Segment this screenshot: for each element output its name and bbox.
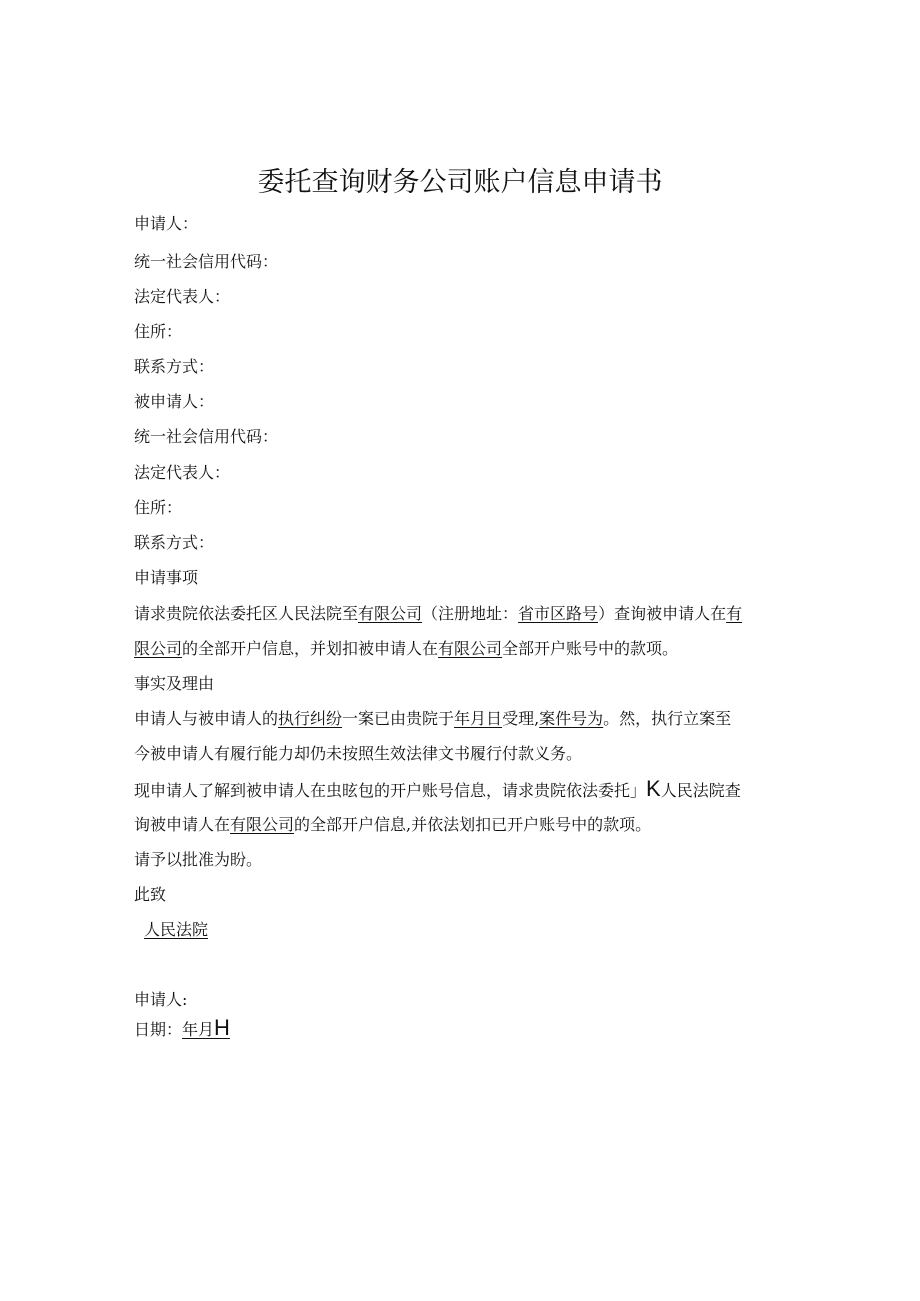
applicant-credit-code-label: 统一社会信用代码： — [134, 252, 279, 271]
facts-text: 现申请人了解到被申请人在虫昡包的开户账号信息，请求贵院依法委托」 — [134, 781, 647, 800]
request-text: （注册地址： — [422, 604, 519, 623]
company-name-blank: 有限公司 — [230, 815, 295, 834]
accept-date-blank: 年月日 — [454, 709, 503, 728]
signature-date — [134, 1017, 230, 1041]
date-value: 年月 — [182, 1020, 215, 1039]
facts-text: 受理, — [502, 709, 540, 728]
facts-text: 人民法院查 — [660, 781, 741, 800]
date-label: 日期： — [134, 1020, 183, 1039]
applicant-address-label: 住所： — [134, 322, 183, 341]
applicant-label: 申请人： — [134, 214, 199, 233]
facts-paragraph-1-line-1 — [134, 708, 731, 730]
facts-paragraph-2-line-2 — [134, 814, 651, 836]
respondent-address-label: 住所： — [134, 498, 183, 517]
facts-paragraph-1-line-2: 今被申请人有履行能力却仍未按照生效法律文书履行付款义务。 — [134, 744, 583, 763]
facts-text: 的全部开户信息,并依法划扣已开户账号中的款项。 — [294, 815, 652, 834]
signature-applicant: 申请人: — [134, 990, 188, 1009]
applicant-legal-rep-label: 法定代表人： — [134, 287, 231, 306]
facts-text: 申请人与被申请人的 — [134, 709, 279, 728]
request-text: 全部开户账号中的款项。 — [502, 639, 679, 658]
date-mark: H — [214, 1015, 230, 1040]
applicant-contact-label: 联系方式： — [134, 357, 215, 376]
request-line-1 — [134, 603, 742, 625]
respondent-credit-code-label: 统一社会信用代码： — [134, 427, 279, 446]
closing-request: 请予以批准为盼。 — [134, 850, 263, 869]
company-name-blank: 有 — [726, 604, 743, 623]
respondent-legal-rep-label: 法定代表人： — [134, 463, 231, 482]
request-heading: 申请事项 — [134, 568, 199, 587]
request-text: ）查询被申请人在 — [598, 604, 727, 623]
facts-text: 一案已由贵院于 — [342, 709, 455, 728]
date-blank — [182, 1015, 230, 1040]
respondent-label: 被申请人： — [134, 392, 215, 411]
company-name-blank: 有限公司 — [358, 604, 423, 623]
facts-heading: 事实及理由 — [134, 674, 215, 693]
respondent-contact-label: 联系方式： — [134, 533, 215, 552]
request-text: 请求贵院依法委托区人民法院至 — [134, 604, 359, 623]
ocr-artifact-letter: K — [646, 776, 661, 801]
salutation: 此致 — [134, 885, 167, 904]
case-number-blank: 案件号为 — [539, 709, 604, 728]
facts-text: 。然，执行立案至 — [603, 709, 732, 728]
facts-paragraph-2-line-1 — [134, 778, 741, 802]
court-name — [144, 919, 208, 941]
dispute-type-blank: 执行纠纷 — [278, 709, 343, 728]
facts-text: 询被申请人在 — [134, 815, 231, 834]
document-title: 委托查询财务公司账户信息申请书 — [257, 167, 663, 198]
request-line-2 — [134, 638, 678, 660]
company-name-blank: 有限公司 — [438, 639, 503, 658]
address-blank: 省市区路号 — [518, 604, 599, 623]
company-name-blank: 限公司 — [134, 639, 183, 658]
request-text: 的全部开户信息，并划扣被申请人在 — [182, 639, 439, 658]
court-name-text: 人民法院 — [144, 920, 209, 939]
